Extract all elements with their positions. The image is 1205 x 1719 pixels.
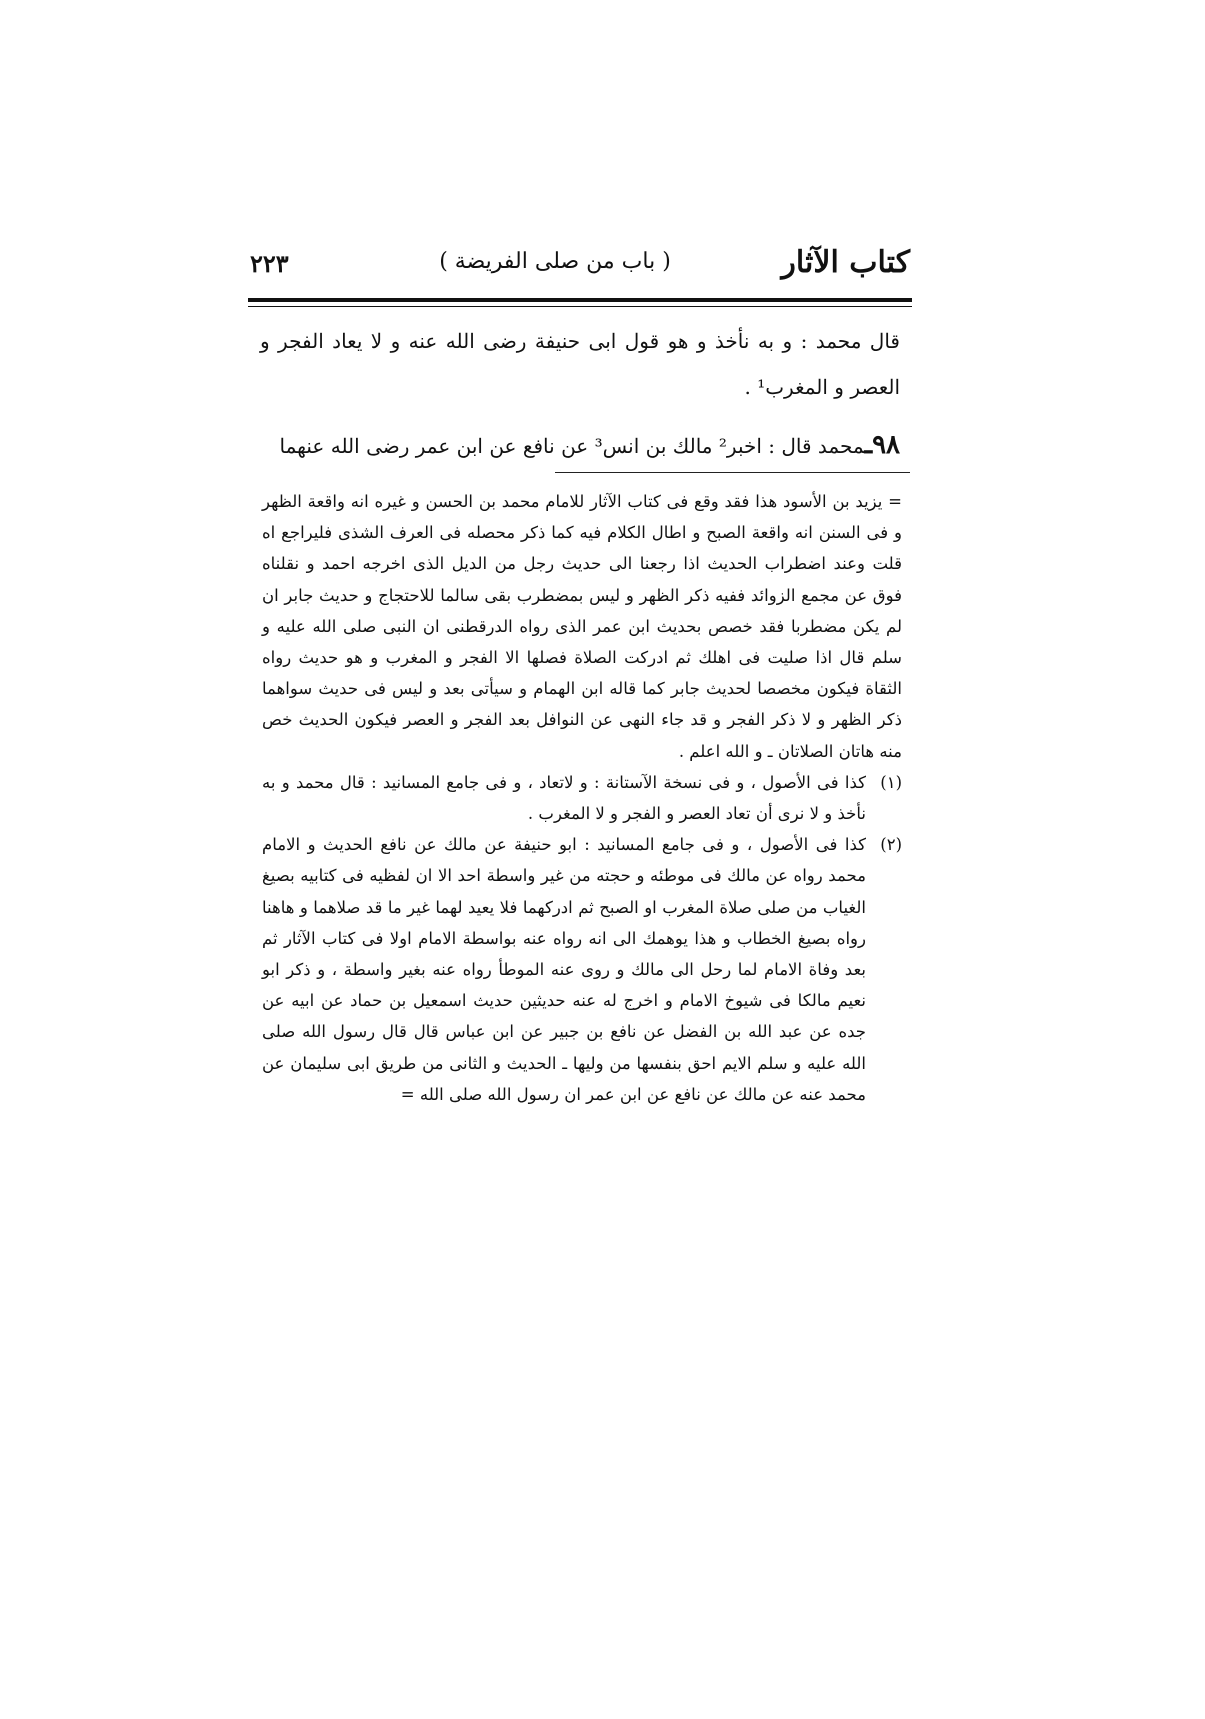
hadith-text: محمد قال : اخبر² مالك بن انس³ عن نافع عن ابن عمر رضى الله عنهما [279,434,865,458]
footnote-number: (٢) [880,835,902,855]
footnote-separator [555,472,910,473]
header-rule-thin [248,306,912,307]
page-header [250,245,910,295]
footnote-1 [262,767,902,829]
footnote-text: كذا فى الأصول ، و فى جامع المسانيد : ابو حنيفة عن مالك عن نافع الحديث و الامام محمد رواه عن مالك فى موطئه و حجته من غير واسطة احد الا ان لفظيه فى كتابيه بصيغ الغياب من صلى صلاة المغرب او الصبح ثم ادركهما فلا يعيد لهما غير ما قد صلاهما و هاهنا رواه بصيغ الخطاب و هذا يوهمك الى انه رواه عنه بواسطة الامام اولا فى كتاب الآثار ثم بعد وفاة الامام لما رحل الى مالك و روى عنه الموطأ رواه عنه بغير واسطة ، و ذكر ابو نعيم مالكا فى شيوخ الامام و اخرج له عنه حديثين حديث اسمعيل بن حماد عن ابيه عن جده عن عبد الله بن الفضل عن نافع بن جبير عن ابن عباس قال قال رسول الله صلى الله عليه و سلم الايم احق بنفسها من وليها ـ الحديث و الثانى من طريق ابى سليمان عن محمد عنه عن مالك عن نافع عن ابن عمر ان رسول الله صلى الله = [262,835,866,1104]
opinion-paragraph: قال محمد : و به نأخذ و هو قول ابى حنيفة رضى الله عنه و لا يعاد الفجر و العصر و المغرب¹ . [260,329,900,399]
page-number: ٢٢٣ [250,249,289,278]
hadith-number: ٩٨ـ [864,430,900,460]
main-text [260,318,900,410]
footnote-2 [262,829,902,1110]
header-rule-thick [248,298,912,302]
chapter-title: ( باب من صلى الفريضة ) [439,249,671,274]
hadith-paragraph [260,422,900,469]
footnote-number: (١) [880,772,902,792]
footnote-text: كذا فى الأصول ، و فى نسخة الآستانة : و لاتعاد ، و فى جامع المسانيد : قال محمد و به نأخذ و لا نرى أن تعاد العصر و الفجر و لا المغرب . [262,772,866,824]
book-title: كتاب الآثار [781,245,910,280]
footnote-continuation: = يزيد بن الأسود هذا فقد وقع فى كتاب الآثار للامام محمد بن الحسن و غيره انه واقعة الظهر و فى السنن انه واقعة الصبح و اطال الكلام فيه كما ذكر محصله فى العرف الشذى فليراجع اه قلت وعند اضطراب الحديث اذا رجعنا الى حديث رجل من الديل الذى اخرجه احمد و نقلناه فوق عن مجمع الزوائد ففيه ذكر الظهر و ليس بمضطرب بقى سالما للاحتجاج و حديث جابر ان لم يكن مضطربا فقد خصص بحديث ابن عمر الذى رواه الدرقطنى ان النبى صلى الله عليه و سلم قال اذا صليت فى اهلك ثم ادركت الصلاة فصلها الا الفجر و المغرب و هو حديث رواه الثقاة فيكون مخصصا لحديث جابر كما قاله ابن الهمام و سيأتى بعد و ليس فى حديث سواهما ذكر الظهر و لا ذكر الفجر و قد جاء النهى عن النوافل بعد الفجر و العصر فيكون الحديث خص منه هاتان الصلاتان ـ و الله اعلم . [262,492,902,761]
footnotes [262,486,902,1110]
